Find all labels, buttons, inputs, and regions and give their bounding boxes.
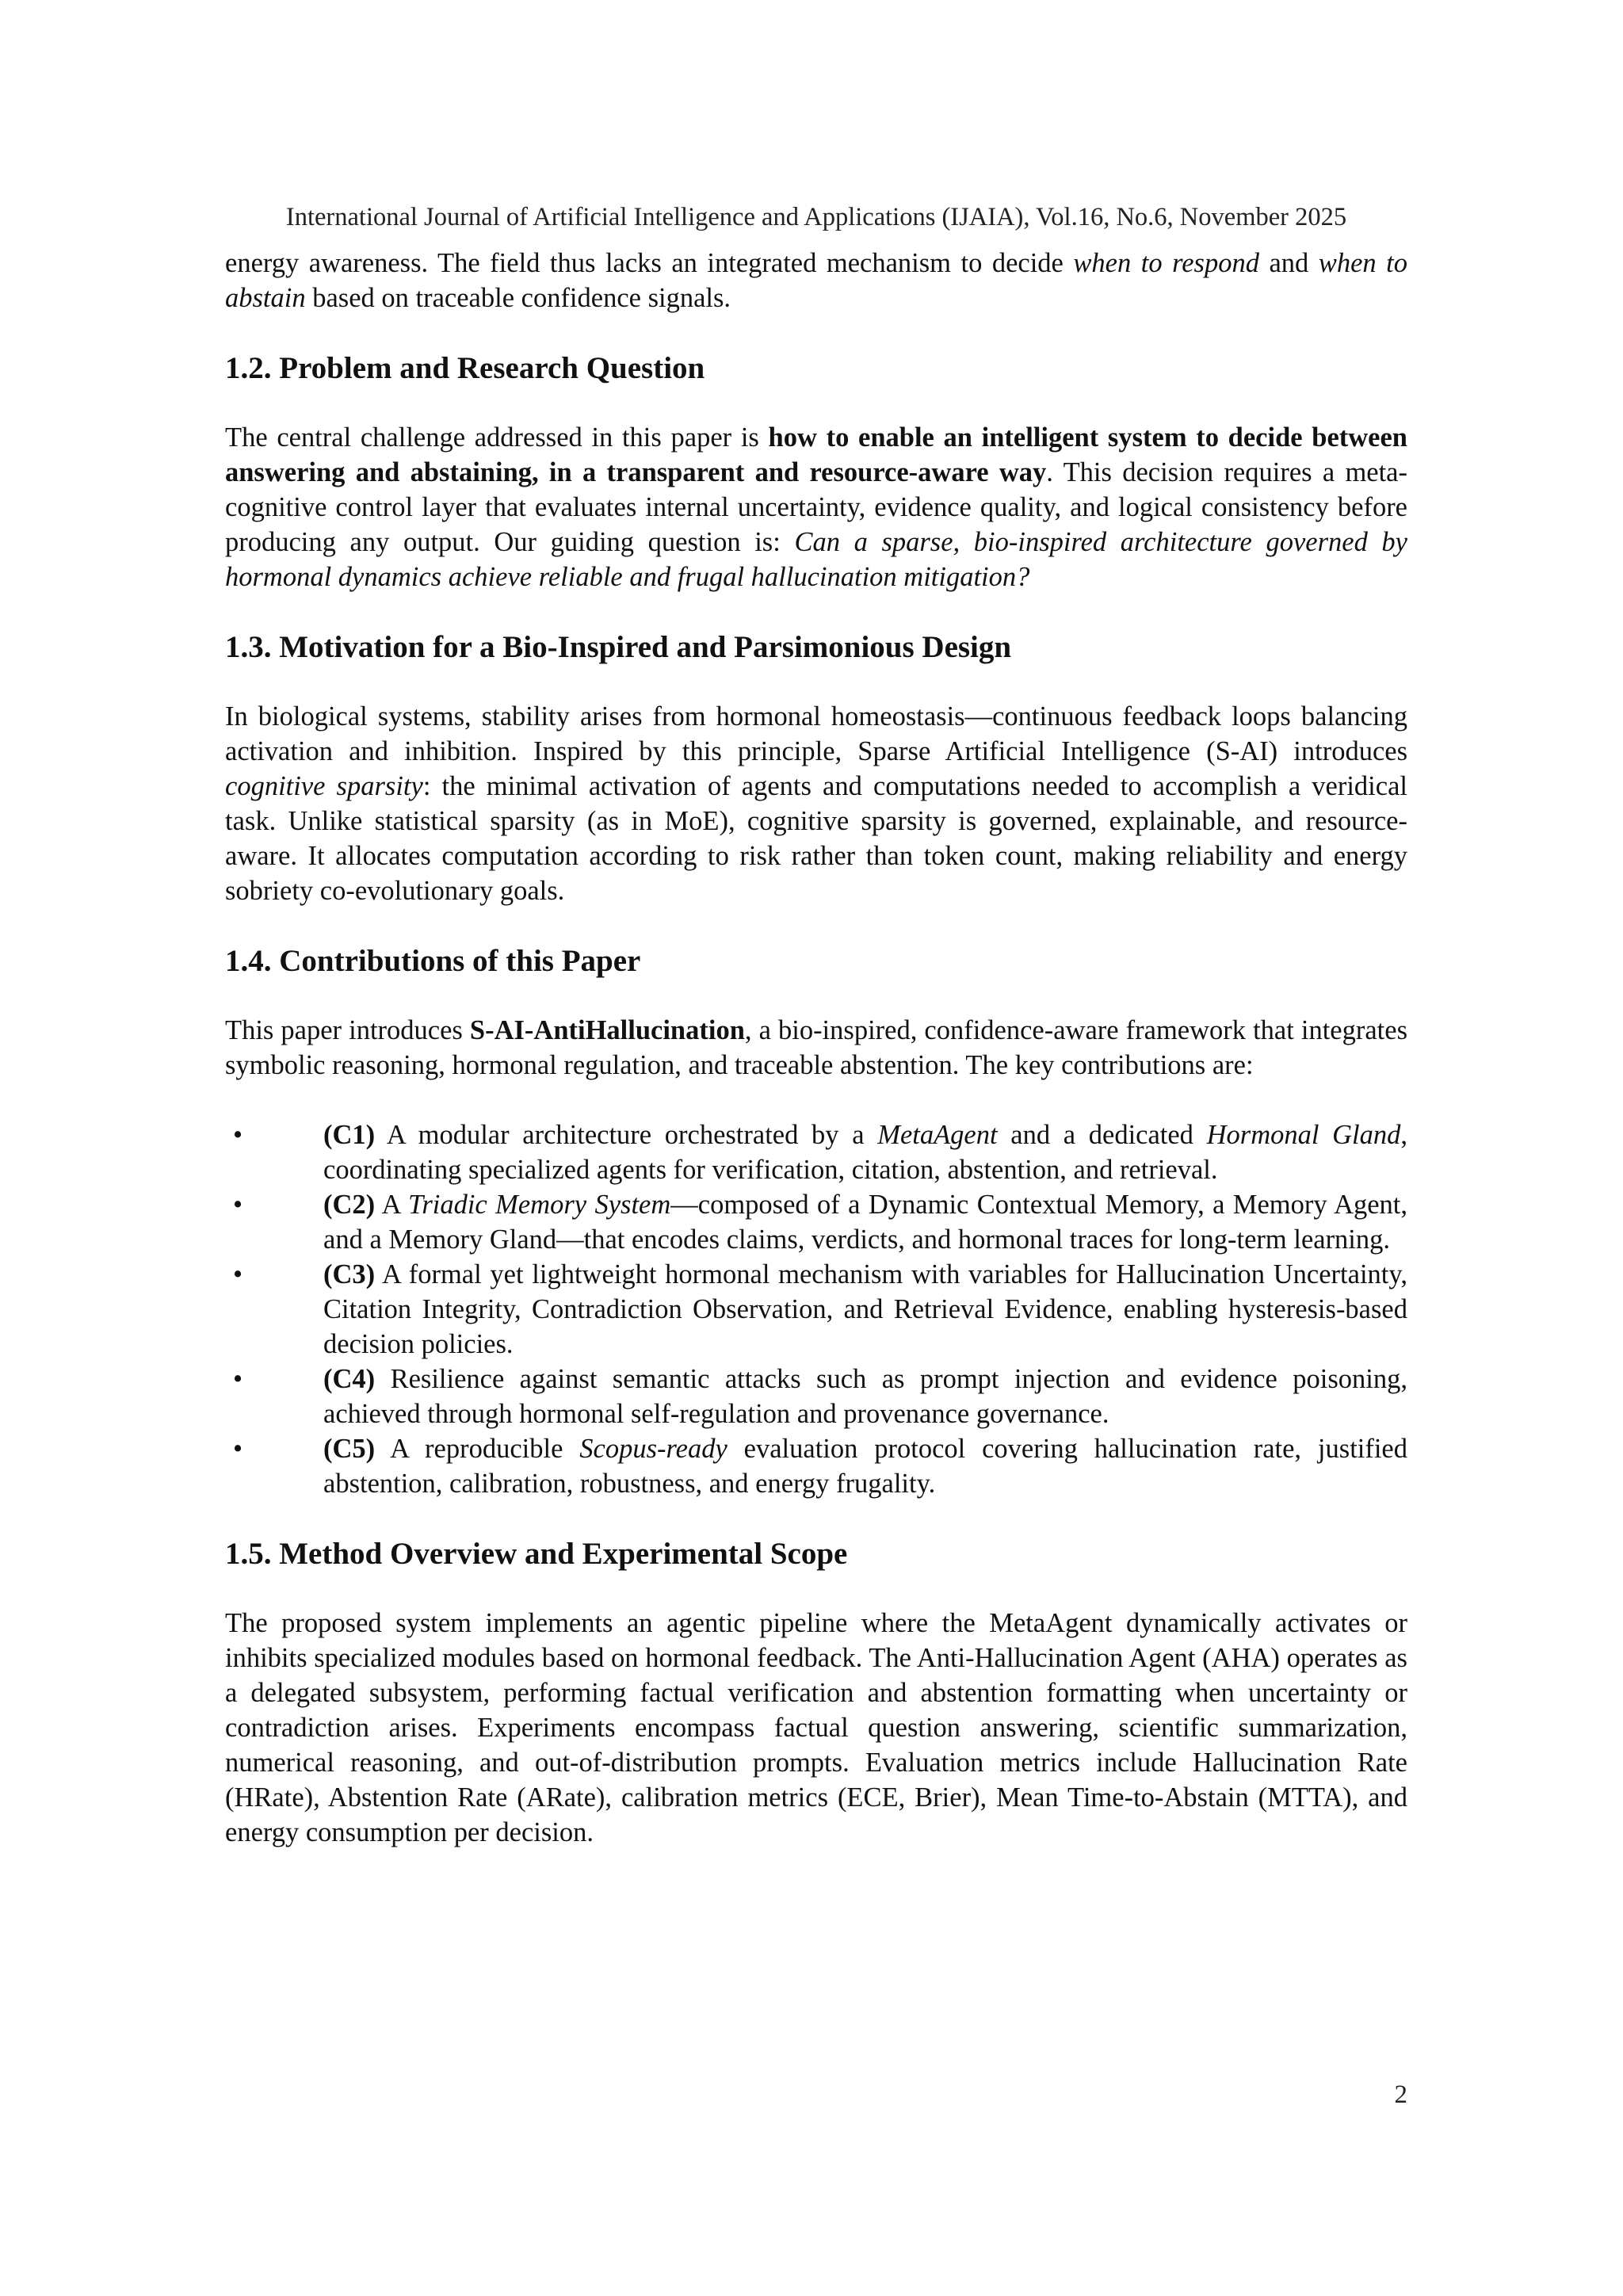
section-1-5-heading: 1.5. Method Overview and Experimental Scope xyxy=(225,1537,848,1571)
intro-text-1: energy awareness. The field thus lacks an integrated mechanism to decide xyxy=(225,248,1074,278)
contribution-tag: (C4) xyxy=(323,1364,376,1394)
s12-research-question: Can a sparse, bio-inspired architecture governed by hormonal dynamics achieve reliable and frugal hallucination mitigation? xyxy=(225,527,1407,592)
list-item xyxy=(232,1362,1407,1431)
bullet-icon: • xyxy=(232,1190,243,1220)
contribution-tag: (C1) xyxy=(323,1120,376,1150)
intro-text-3: based on traceable confidence signals. xyxy=(305,283,731,313)
section-1-4-paragraph xyxy=(225,1013,1407,1083)
bullet-icon: • xyxy=(232,1259,243,1289)
contribution-text: A modular architecture orchestrated by a xyxy=(375,1120,878,1150)
s14-framework-name: S-AI-AntiHallucination xyxy=(469,1015,745,1045)
contributions-list xyxy=(225,1117,1407,1501)
contribution-italic: Scopus-ready xyxy=(579,1434,727,1464)
s12-text-a: The central challenge addressed in this paper is xyxy=(225,422,769,453)
bullet-icon: • xyxy=(232,1120,243,1150)
s13-text-c: : the minimal activation of agents and computations needed to accomplish a veridical task. Unlike statistical sparsity (as in MoE), cognitive sparsity is governed, explainable, and resource-aware. It allocates computation according to risk rather than token count, making reliability and energy sobriety co-evolutionary goals. xyxy=(225,771,1407,906)
intro-text-2: and xyxy=(1258,248,1319,278)
contribution-text: —composed of a Dynamic Contextual Memory, a Memory Agent, and a Memory Gland—that encodes claims, verdicts, and hormonal traces for long-term learning. xyxy=(323,1190,1408,1255)
contribution-tag: (C2) xyxy=(323,1190,376,1220)
contribution-text: and a dedicated xyxy=(997,1120,1207,1150)
contribution-text: A reproducible xyxy=(375,1434,580,1464)
s13-text-a: In biological systems, stability arises from hormonal homeostasis—continuous feedback loops balancing activation and inhibition. Inspired by this principle, Sparse Artificial Intelligence (S-AI) introduces xyxy=(225,701,1407,766)
s12-bold: how to enable an intelligent system to decide between answering and abstaining, in a transparent and resource-aware way xyxy=(225,422,1407,487)
contribution-text: , coordinating specialized agents for verification, citation, abstention, and retrieval. xyxy=(323,1120,1408,1185)
list-item xyxy=(232,1431,1407,1501)
paper-page xyxy=(225,200,1407,1850)
section-1-5-paragraph: The proposed system implements an agentic pipeline where the MetaAgent dynamically activates or inhibits specialized modules based on hormonal feedback. The Anti-Hallucination Agent (AHA) operates as a delegated subsystem, performing factual verification and abstention formatting when uncertainty or contradiction arises. Experiments encompass factual question answering, scientific summarization, numerical reasoning, and out-of-distribution prompts. Evaluation metrics include Hallucination Rate (HRate), Abstention Rate (ARate), calibration metrics (ECE, Brier), Mean Time-to-Abstain (MTTA), and energy consumption per decision. xyxy=(225,1608,1407,1847)
contribution-text: A formal yet lightweight hormonal mechanism with variables for Hallucination Uncertainty, Citation Integrity, Contradiction Observation, and Retrieval Evidence, enabling hysteresis-based decision policies. xyxy=(323,1259,1407,1359)
contribution-tag: (C3) xyxy=(323,1259,376,1289)
s13-italic-term: cognitive sparsity xyxy=(225,771,423,801)
section-1-4-heading: 1.4. Contributions of this Paper xyxy=(225,944,641,978)
intro-italic-1: when to respond xyxy=(1073,248,1259,278)
intro-italic-2: when to abstain xyxy=(225,248,1407,313)
s14-text-a: This paper introduces xyxy=(225,1015,470,1045)
bullet-icon: • xyxy=(232,1364,243,1394)
contribution-text: evaluation protocol covering hallucination rate, justified abstention, calibration, robustness, and energy frugality. xyxy=(323,1434,1407,1499)
contribution-italic: Hormonal Gland xyxy=(1206,1120,1401,1150)
bullet-icon: • xyxy=(232,1434,243,1464)
s14-text-c: , a bio-inspired, confidence-aware framework that integrates symbolic reasoning, hormonal regulation, and traceable abstention. The key contributions are: xyxy=(225,1015,1407,1080)
section-1-3-paragraph xyxy=(225,699,1407,908)
running-head: International Journal of Artificial Intelligence and Applications (IJAIA), Vol.16, No.6, November 2025 xyxy=(285,203,1347,231)
section-1-2-heading: 1.2. Problem and Research Question xyxy=(225,351,705,385)
contribution-italic: MetaAgent xyxy=(877,1120,998,1150)
page-number: 2 xyxy=(1394,2080,1407,2109)
section-1-2-paragraph xyxy=(225,420,1407,594)
s12-text-c: . This decision requires a meta-cognitive control layer that evaluates internal uncertainty, evidence quality, and logical consistency before producing any output. Our guiding question is: xyxy=(225,457,1407,557)
contribution-text: A xyxy=(375,1190,409,1220)
intro-tail-paragraph xyxy=(225,246,1407,315)
list-item xyxy=(232,1117,1408,1187)
contribution-tag: (C5) xyxy=(323,1434,376,1464)
contribution-text: Resilience against semantic attacks such as prompt injection and evidence poisoning, achieved through hormonal self-regulation and provenance governance. xyxy=(323,1364,1407,1429)
section-1-3-heading: 1.3. Motivation for a Bio-Inspired and Parsimonious Design xyxy=(225,630,1012,664)
list-item xyxy=(232,1257,1407,1362)
list-item xyxy=(232,1187,1408,1257)
contribution-italic: Triadic Memory System xyxy=(408,1190,671,1220)
